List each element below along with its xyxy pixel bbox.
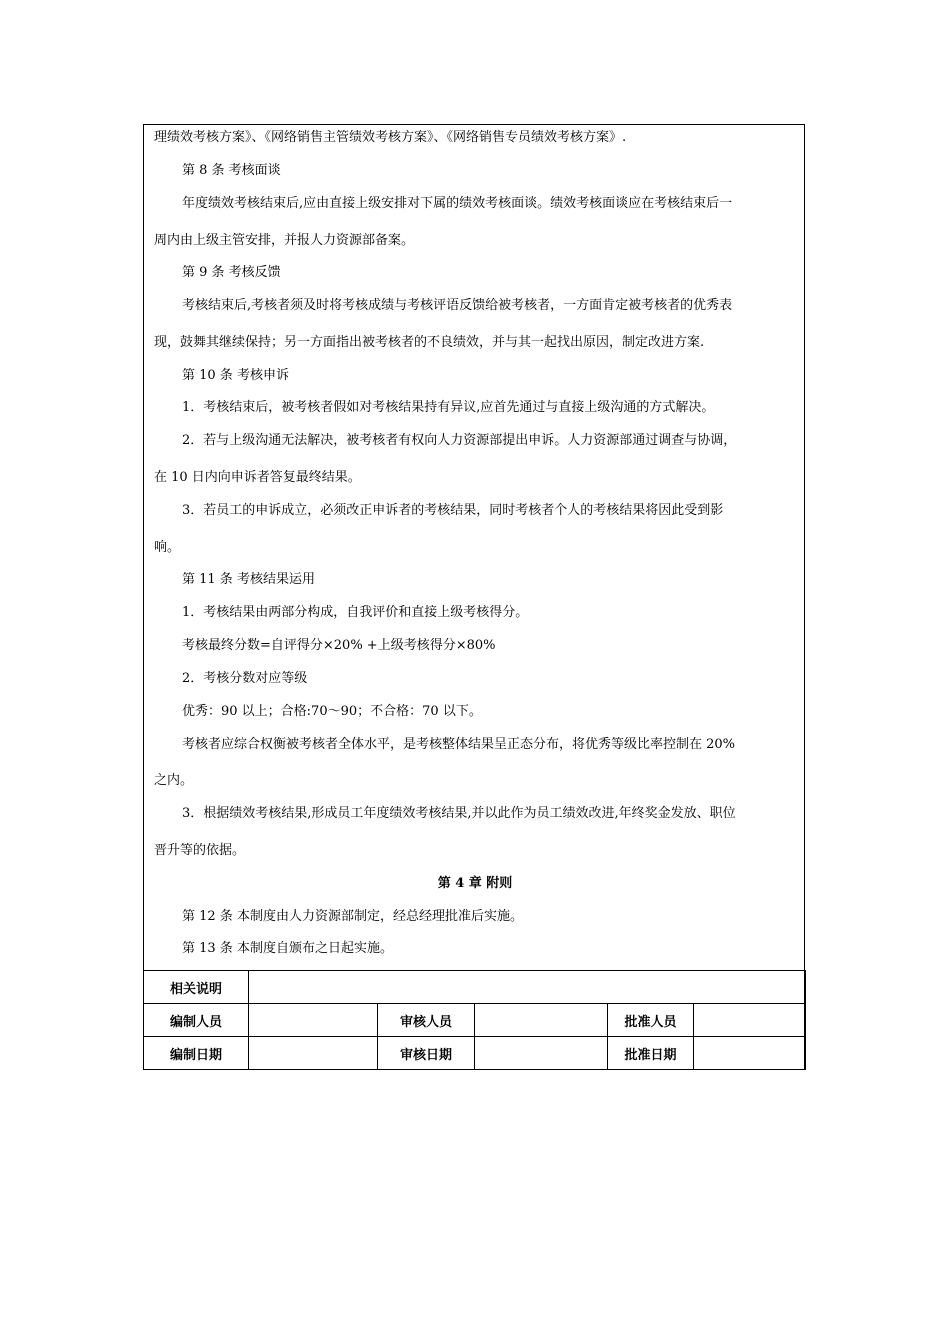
related-notes-field[interactable] xyxy=(249,971,806,1004)
approve-date-label: 批准日期 xyxy=(608,1037,694,1070)
author-date-field[interactable] xyxy=(249,1037,378,1070)
approver-field[interactable] xyxy=(694,1004,806,1037)
reviewer-field[interactable] xyxy=(475,1004,608,1037)
table-row xyxy=(144,971,806,1004)
paragraph-line: 响。 xyxy=(154,540,181,555)
paragraph-line: 3．若员工的申诉成立，必须改正申诉者的考核结果，同时考核者个人的考核结果将因此受到影 xyxy=(182,503,724,518)
paragraph-line: 周内由上级主管安排，并报人力资源部备案。 xyxy=(154,233,415,248)
approver-label: 批准人员 xyxy=(608,1004,694,1037)
reviewer-label: 审核人员 xyxy=(378,1004,475,1037)
approve-date-field[interactable] xyxy=(694,1037,806,1070)
article-heading-11: 第 11 条 考核结果运用 xyxy=(182,572,315,587)
document-frame xyxy=(143,124,805,1070)
article-12: 第 12 条 本制度由人力资源部制定，经总经理批准后实施。 xyxy=(182,909,523,924)
article-heading-8: 第 8 条 考核面谈 xyxy=(182,163,281,178)
chapter-heading: 第 4 章 附则 xyxy=(437,876,513,891)
article-heading-10: 第 10 条 考核申诉 xyxy=(182,368,289,383)
paragraph-line: 现，鼓舞其继续保持；另一方面指出被考核者的不良绩效，并与其一起找出原因，制定改进方案. xyxy=(154,335,705,350)
regulation-body xyxy=(144,125,806,970)
score-formula: 考核最终分数=自评得分×20% +上级考核得分×80% xyxy=(182,638,496,653)
paragraph-line: 理绩效考核方案》、《网络销售主管绩效考核方案》、《网络销售专员绩效考核方案》. xyxy=(154,130,627,145)
paragraph-line: 2．若与上级沟通无法解决，被考核者有权向人力资源部提出申诉。人力资源部通过调查与协调， xyxy=(182,433,737,448)
paragraph-line: 1．考核结果由两部分构成，自我评价和直接上级考核得分。 xyxy=(182,605,529,620)
table-row xyxy=(144,1004,806,1037)
approval-table xyxy=(143,970,806,1070)
paragraph-line: 之内。 xyxy=(154,773,194,788)
article-13: 第 13 条 本制度自颁布之日起实施。 xyxy=(182,941,393,956)
author-date-label: 编制日期 xyxy=(144,1037,249,1070)
table-row xyxy=(144,1037,806,1070)
paragraph-line: 晋升等的依据。 xyxy=(154,843,246,858)
paragraph-line: 在 10 日内向申诉者答复最终结果。 xyxy=(154,470,361,485)
grade-ranges: 优秀：90 以上；合格:70～90；不合格：70 以下。 xyxy=(182,704,482,719)
related-notes-label: 相关说明 xyxy=(144,971,249,1004)
paragraph-line: 考核结束后,考核者须及时将考核成绩与考核评语反馈给被考核者，一方面肯定被考核者的优秀表 xyxy=(182,298,733,313)
author-label: 编制人员 xyxy=(144,1004,249,1037)
review-date-label: 审核日期 xyxy=(378,1037,475,1070)
paragraph-line: 1．考核结束后，被考核者假如对考核结果持有异议,应首先通过与直接上级沟通的方式解决。 xyxy=(182,400,715,415)
paragraph-line: 2．考核分数对应等级 xyxy=(182,671,308,686)
paragraph-line: 考核者应综合权衡被考核者全体水平，是考核整体结果呈正态分布，将优秀等级比率控制在 20% xyxy=(182,737,736,752)
review-date-field[interactable] xyxy=(475,1037,608,1070)
author-field[interactable] xyxy=(249,1004,378,1037)
paragraph-line: 3．根据绩效考核结果,形成员工年度绩效考核结果,并以此作为员工绩效改进,年终奖金发放、职位 xyxy=(182,806,736,821)
article-heading-9: 第 9 条 考核反馈 xyxy=(182,265,281,280)
paragraph-line: 年度绩效考核结束后,应由直接上级安排对下属的绩效考核面谈。绩效考核面谈应在考核结束后一 xyxy=(182,196,733,211)
